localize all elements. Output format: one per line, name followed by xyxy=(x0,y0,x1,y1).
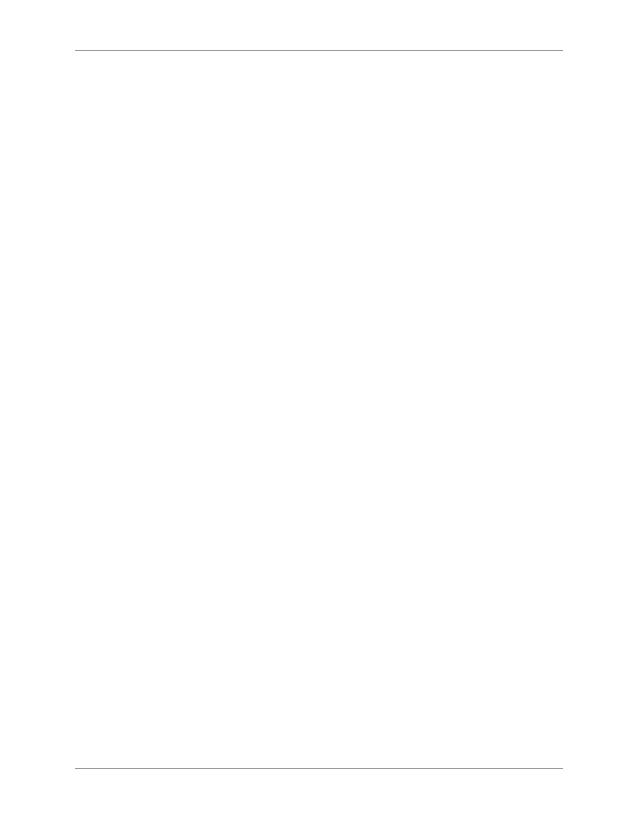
header-divider xyxy=(75,50,563,51)
footer-divider xyxy=(75,768,563,769)
